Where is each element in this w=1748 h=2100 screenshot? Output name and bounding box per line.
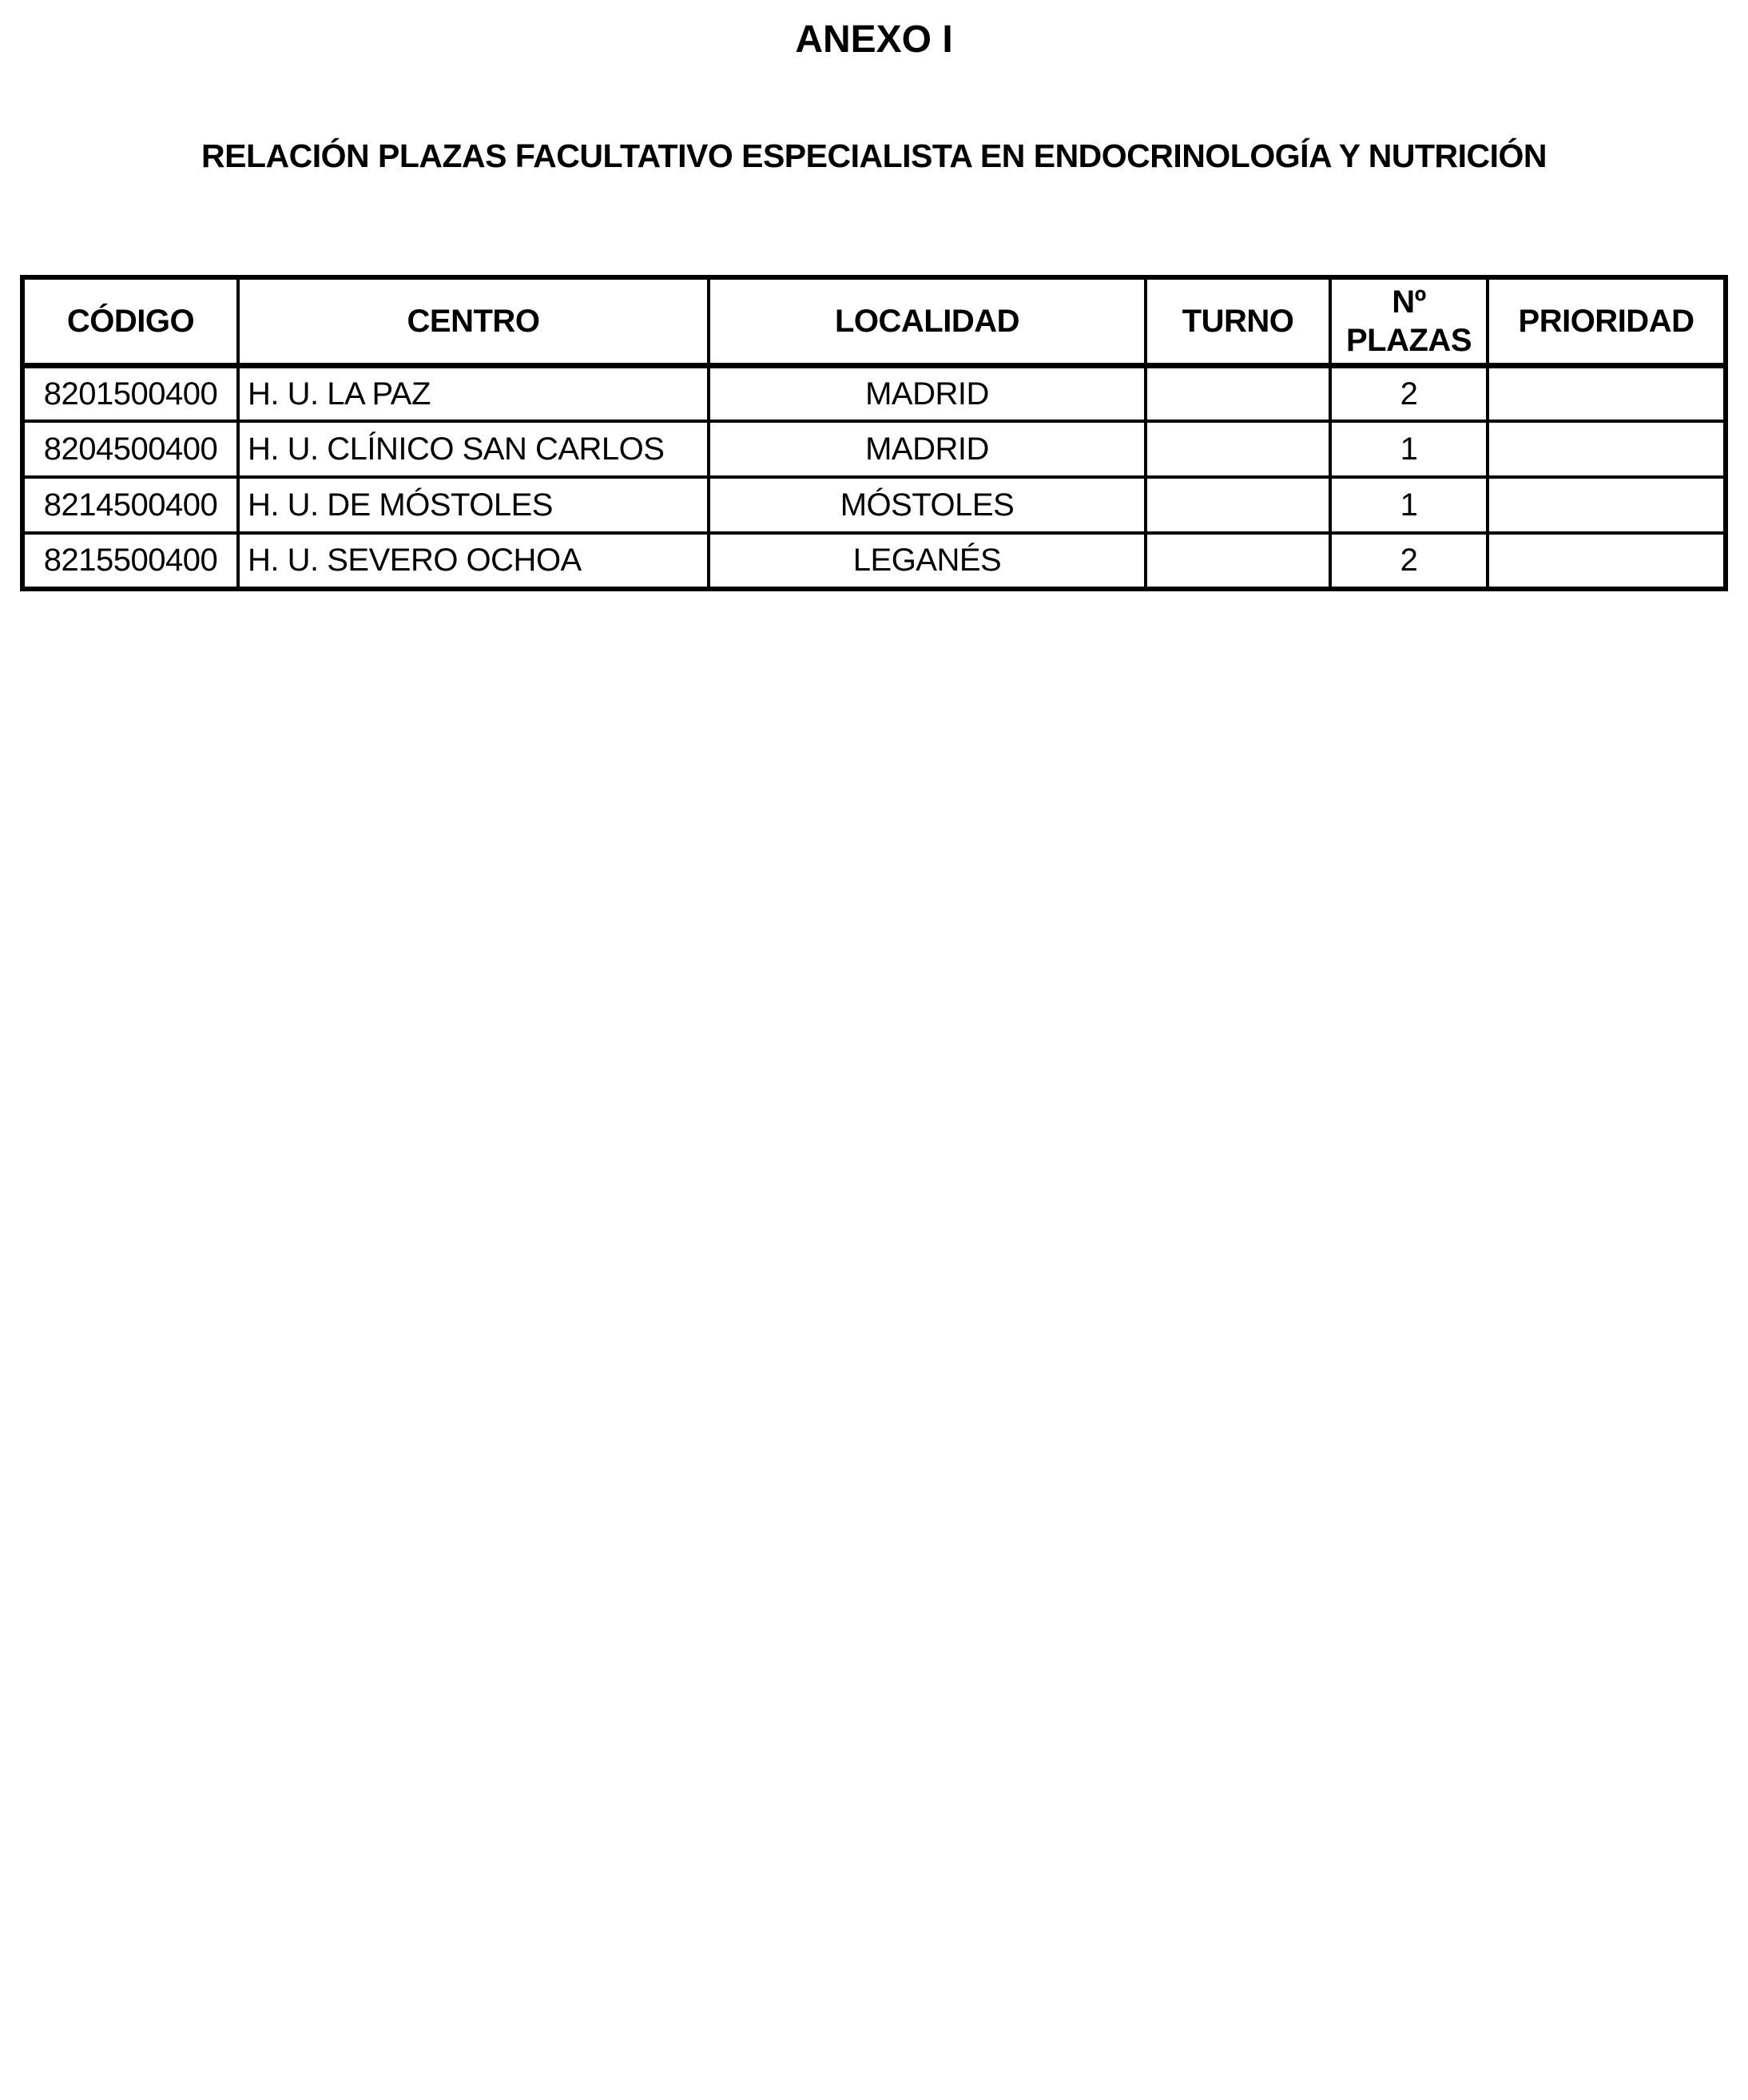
cell-plazas: 1 xyxy=(1330,421,1488,477)
table-row xyxy=(22,421,1726,477)
header-row xyxy=(22,277,1726,366)
cell-codigo: 8215500400 xyxy=(22,533,238,589)
cell-localidad: MADRID xyxy=(709,365,1146,421)
table-row xyxy=(22,533,1726,589)
cell-plazas: 2 xyxy=(1330,533,1488,589)
table-row xyxy=(22,477,1726,533)
cell-turno xyxy=(1146,533,1330,589)
cell-prioridad xyxy=(1488,533,1726,589)
cell-centro: H. U. LA PAZ xyxy=(238,365,709,421)
cell-codigo: 8201500400 xyxy=(22,365,238,421)
cell-centro: H. U. SEVERO OCHOA xyxy=(238,533,709,589)
plazas-table xyxy=(20,275,1728,592)
cell-prioridad xyxy=(1488,477,1726,533)
table-row xyxy=(22,365,1726,421)
cell-turno xyxy=(1146,477,1330,533)
page-subtitle: RELACIÓN PLAZAS FACULTATIVO ESPECIALISTA EN ENDOCRINOLOGÍA Y NUTRICIÓN xyxy=(201,137,1547,174)
cell-turno xyxy=(1146,365,1330,421)
column-header-plazas: Nº PLAZAS xyxy=(1330,277,1488,366)
page-title: ANEXO I xyxy=(795,18,953,61)
cell-prioridad xyxy=(1488,421,1726,477)
cell-localidad: MÓSTOLES xyxy=(709,477,1146,533)
column-header-centro: CENTRO xyxy=(238,277,709,366)
cell-centro: H. U. DE MÓSTOLES xyxy=(238,477,709,533)
cell-localidad: MADRID xyxy=(709,421,1146,477)
cell-plazas: 2 xyxy=(1330,365,1488,421)
column-header-localidad: LOCALIDAD xyxy=(709,277,1146,366)
cell-localidad: LEGANÉS xyxy=(709,533,1146,589)
column-header-codigo: CÓDIGO xyxy=(22,277,238,366)
cell-codigo: 8214500400 xyxy=(22,477,238,533)
cell-plazas: 1 xyxy=(1330,477,1488,533)
column-header-turno: TURNO xyxy=(1146,277,1330,366)
column-header-prioridad: PRIORIDAD xyxy=(1488,277,1726,366)
cell-codigo: 8204500400 xyxy=(22,421,238,477)
cell-turno xyxy=(1146,421,1330,477)
cell-prioridad xyxy=(1488,365,1726,421)
cell-centro: H. U. CLÍNICO SAN CARLOS xyxy=(238,421,709,477)
